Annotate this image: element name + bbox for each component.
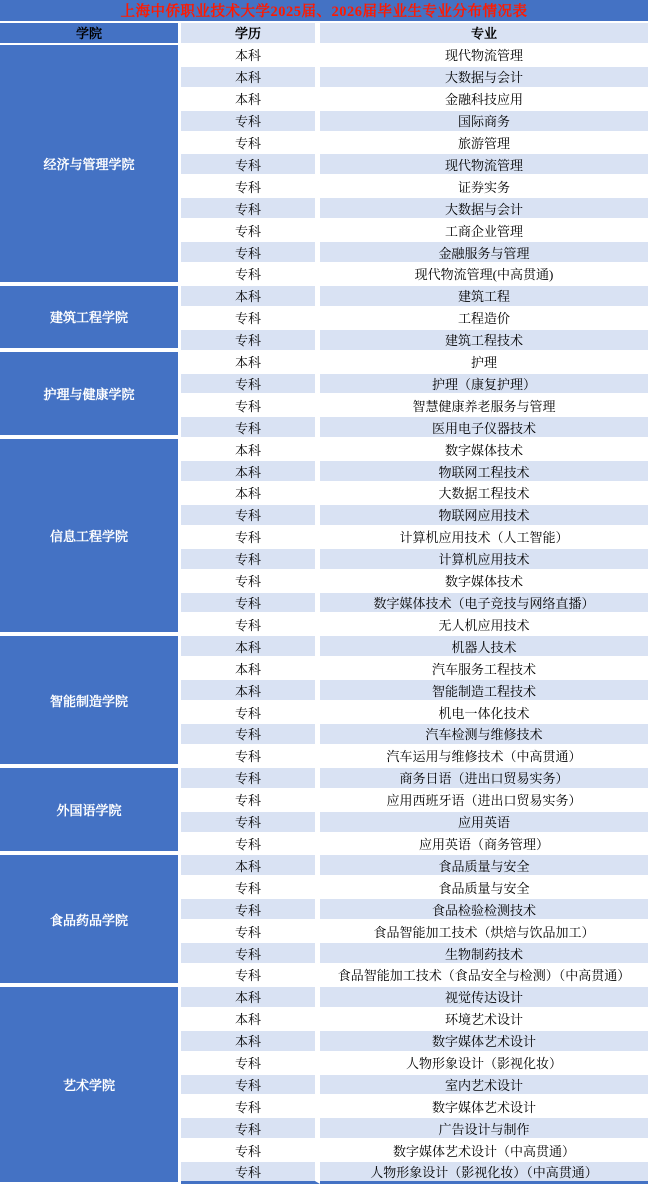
major-cell: 食品检验检测技术: [320, 899, 648, 921]
level-cell: 本科: [181, 483, 320, 505]
major-cell: 应用英语（商务管理）: [320, 834, 648, 856]
major-cell: 建筑工程技术: [320, 330, 648, 352]
major-cell: 商务日语（进出口贸易实务）: [320, 768, 648, 790]
major-cell: 汽车运用与维修技术（中高贯通）: [320, 746, 648, 768]
major-cell: 生物制药技术: [320, 943, 648, 965]
level-cell: 专科: [181, 1118, 320, 1140]
major-cell: 医用电子仪器技术: [320, 417, 648, 439]
level-cell: 本科: [181, 89, 320, 111]
level-cell: 专科: [181, 308, 320, 330]
major-cell: 大数据与会计: [320, 67, 648, 89]
level-cell: 专科: [181, 1140, 320, 1162]
level-cell: 专科: [181, 198, 320, 220]
college-cell: 智能制造学院: [0, 636, 181, 767]
major-cell: 无人机应用技术: [320, 614, 648, 636]
level-cell: 本科: [181, 636, 320, 658]
major-cell: 食品质量与安全: [320, 877, 648, 899]
level-cell: 本科: [181, 680, 320, 702]
major-cell: 计算机应用技术（人工智能）: [320, 527, 648, 549]
major-cell: 护理: [320, 352, 648, 374]
level-cell: 专科: [181, 593, 320, 615]
major-cell: 工程造价: [320, 308, 648, 330]
table-title-bar: [0, 0, 648, 21]
college-cell: 信息工程学院: [0, 439, 181, 636]
level-cell: 专科: [181, 899, 320, 921]
level-cell: 本科: [181, 352, 320, 374]
major-cell: 数字媒体艺术设计: [320, 1031, 648, 1053]
major-cell: 人物形象设计（影视化妆）（中高贯通）: [320, 1162, 648, 1184]
level-cell: 本科: [181, 45, 320, 67]
major-cell: 大数据工程技术: [320, 483, 648, 505]
level-cell: 本科: [181, 1009, 320, 1031]
major-cell: 广告设计与制作: [320, 1118, 648, 1140]
major-cell: 现代物流管理(中高贯通): [320, 264, 648, 286]
major-cell: 视觉传达设计: [320, 987, 648, 1009]
major-cell: 食品智能加工技术（烘焙与饮品加工）: [320, 921, 648, 943]
level-cell: 本科: [181, 987, 320, 1009]
major-cell: 计算机应用技术: [320, 549, 648, 571]
level-cell: 专科: [181, 330, 320, 352]
major-cell: 现代物流管理: [320, 154, 648, 176]
column-header-major: 专业: [320, 23, 648, 45]
college-cell: 建筑工程学院: [0, 286, 181, 352]
level-cell: 专科: [181, 527, 320, 549]
column-header-college: 学院: [0, 23, 181, 45]
table-grid: [0, 23, 648, 1184]
level-cell: 专科: [181, 834, 320, 856]
major-cell: 国际商务: [320, 111, 648, 133]
level-cell: 专科: [181, 921, 320, 943]
column-header-level: 学历: [181, 23, 320, 45]
major-cell: 智能制造工程技术: [320, 680, 648, 702]
college-cell: 外国语学院: [0, 768, 181, 856]
level-cell: 本科: [181, 855, 320, 877]
major-cell: 物联网应用技术: [320, 505, 648, 527]
level-cell: 专科: [181, 1096, 320, 1118]
major-cell: 旅游管理: [320, 133, 648, 155]
major-cell: 数字媒体艺术设计（中高贯通）: [320, 1140, 648, 1162]
level-cell: 专科: [181, 111, 320, 133]
major-cell: 数字媒体技术: [320, 571, 648, 593]
level-cell: 专科: [181, 768, 320, 790]
major-cell: 数字媒体技术: [320, 439, 648, 461]
major-cell: 机器人技术: [320, 636, 648, 658]
major-cell: 数字媒体技术（电子竞技与网络直播）: [320, 593, 648, 615]
major-cell: 护理（康复护理）: [320, 374, 648, 396]
major-cell: 智慧健康养老服务与管理: [320, 395, 648, 417]
table-title: 上海中侨职业技术大学2025届、2026届毕业生专业分布情况表: [120, 4, 528, 20]
level-cell: 专科: [181, 264, 320, 286]
major-cell: 证券实务: [320, 176, 648, 198]
level-cell: 专科: [181, 790, 320, 812]
level-cell: 专科: [181, 877, 320, 899]
level-cell: 本科: [181, 461, 320, 483]
major-cell: 物联网工程技术: [320, 461, 648, 483]
level-cell: 专科: [181, 505, 320, 527]
major-cell: 机电一体化技术: [320, 702, 648, 724]
major-cell: 大数据与会计: [320, 198, 648, 220]
major-cell: 食品智能加工技术（食品安全与检测）（中高贯通）: [320, 965, 648, 987]
level-cell: 本科: [181, 286, 320, 308]
level-cell: 专科: [181, 242, 320, 264]
college-cell: 经济与管理学院: [0, 45, 181, 286]
major-cell: 建筑工程: [320, 286, 648, 308]
major-cell: 应用英语: [320, 812, 648, 834]
level-cell: 专科: [181, 965, 320, 987]
level-cell: 专科: [181, 1053, 320, 1075]
level-cell: 本科: [181, 658, 320, 680]
major-cell: 汽车检测与维修技术: [320, 724, 648, 746]
level-cell: 本科: [181, 439, 320, 461]
level-cell: 专科: [181, 417, 320, 439]
major-cell: 应用西班牙语（进出口贸易实务）: [320, 790, 648, 812]
major-cell: 室内艺术设计: [320, 1075, 648, 1097]
level-cell: 专科: [181, 154, 320, 176]
level-cell: 专科: [181, 1162, 320, 1184]
level-cell: 专科: [181, 724, 320, 746]
level-cell: 专科: [181, 133, 320, 155]
level-cell: 专科: [181, 176, 320, 198]
level-cell: 专科: [181, 614, 320, 636]
major-cell: 人物形象设计（影视化妆）: [320, 1053, 648, 1075]
major-cell: 数字媒体艺术设计: [320, 1096, 648, 1118]
college-cell: 护理与健康学院: [0, 352, 181, 440]
level-cell: 专科: [181, 943, 320, 965]
major-cell: 金融服务与管理: [320, 242, 648, 264]
major-cell: 汽车服务工程技术: [320, 658, 648, 680]
level-cell: 本科: [181, 1031, 320, 1053]
college-cell: 食品药品学院: [0, 855, 181, 986]
major-cell: 现代物流管理: [320, 45, 648, 67]
level-cell: 专科: [181, 1075, 320, 1097]
major-cell: 食品质量与安全: [320, 855, 648, 877]
college-cell: 艺术学院: [0, 987, 181, 1184]
level-cell: 专科: [181, 702, 320, 724]
level-cell: 专科: [181, 220, 320, 242]
major-cell: 环境艺术设计: [320, 1009, 648, 1031]
major-cell: 工商企业管理: [320, 220, 648, 242]
level-cell: 专科: [181, 746, 320, 768]
major-cell: 金融科技应用: [320, 89, 648, 111]
level-cell: 专科: [181, 374, 320, 396]
level-cell: 专科: [181, 395, 320, 417]
level-cell: 专科: [181, 812, 320, 834]
level-cell: 本科: [181, 67, 320, 89]
level-cell: 专科: [181, 571, 320, 593]
level-cell: 专科: [181, 549, 320, 571]
